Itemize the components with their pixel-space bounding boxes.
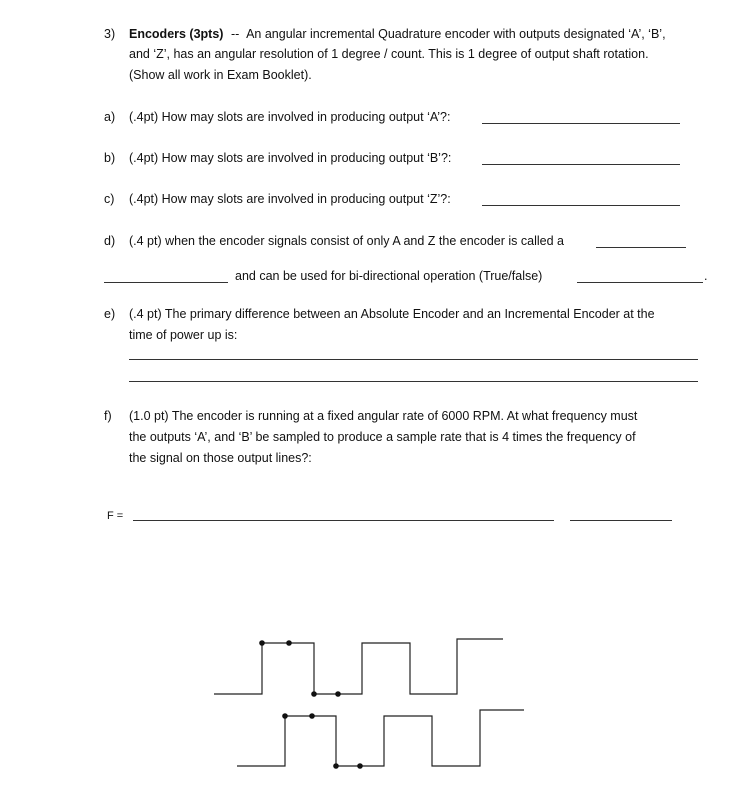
part-b-text: (.4pt) How may slots are involved in producing output ‘B’?: — [129, 151, 452, 165]
marker-dot — [259, 640, 265, 646]
marker-dot — [286, 640, 292, 646]
marker-dot — [311, 691, 317, 697]
part-d-line2: and can be used for bi-directional operation (True/false) — [235, 269, 543, 283]
part-a-text: (.4pt) How may slots are involved in producing output ‘A’?: — [129, 110, 451, 124]
part-d-label: d) — [104, 234, 116, 248]
question-intro-line1: An angular incremental Quadrature encoder with outputs designated ‘A’, ‘B’, — [246, 27, 666, 41]
part-f-line3: the signal on those output lines?: — [129, 451, 312, 465]
question-title: Encoders (3pts) — [129, 27, 224, 41]
marker-dot — [333, 763, 339, 769]
marker-dot — [309, 713, 315, 719]
part-f-answer-label: F = — [107, 510, 124, 522]
part-f-label: f) — [104, 409, 112, 423]
question-intro-line3: (Show all work in Exam Booklet). — [129, 68, 312, 82]
part-e-label: e) — [104, 307, 116, 321]
part-e-line1: (.4 pt) The primary difference between an Absolute Encoder and an Incremental Encoder at the — [129, 307, 655, 321]
marker-dot — [282, 713, 288, 719]
title-dash: -- — [230, 27, 240, 41]
part-e-line2: time of power up is: — [129, 328, 238, 342]
question-number: 3) — [104, 27, 116, 41]
waveform-b — [237, 710, 524, 766]
part-d-period: . — [704, 269, 708, 283]
part-b-label: b) — [104, 151, 116, 165]
part-f-line2: the outputs ‘A’, and ‘B’ be sampled to produce a sample rate that is 4 times the frequency of — [129, 430, 636, 444]
waveform-a — [214, 639, 503, 694]
part-a-label: a) — [104, 110, 116, 124]
marker-dot — [357, 763, 363, 769]
part-f-line1: (1.0 pt) The encoder is running at a fixed angular rate of 6000 RPM. At what frequency must — [129, 409, 638, 423]
marker-dot — [335, 691, 341, 697]
part-c-label: c) — [104, 192, 115, 206]
part-c-text: (.4pt) How may slots are involved in producing output ‘Z’?: — [129, 192, 451, 206]
part-d-line1: (.4 pt) when the encoder signals consist of only A and Z the encoder is called a — [129, 234, 564, 248]
question-intro-line2: and ‘Z’, has an angular resolution of 1 degree / count. This is 1 degree of output shaft rotation. — [129, 47, 649, 61]
